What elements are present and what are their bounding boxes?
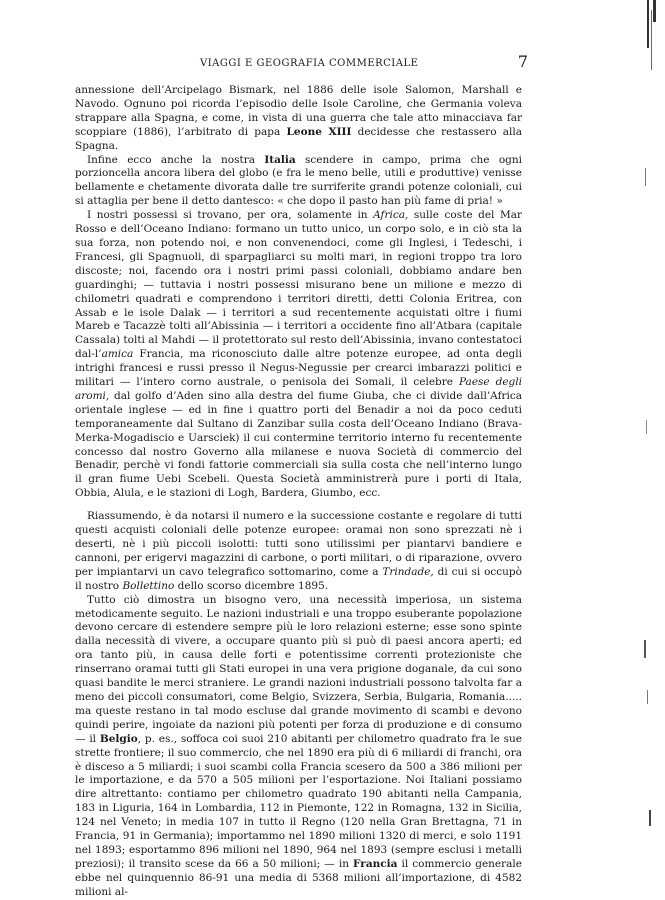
edge-mark (647, 690, 648, 704)
paragraph-3-paese-degli-aromi: Paese degli aromi, (75, 376, 522, 402)
paragraph-4-text-a: Riassumendo, è da notarsi il numero e la successione costante e regolare di tutti questi acquisti coloniali delle potenze europee: oramai non sono sprezzati nè i deserti, nè i più piccoli isolotti: tutti sono utilissimi per piantarvi bandiere e cannoni, per erigervi magazzini di carbone, o porti militari, o di riparazione, ovvero per impiantarvi un cavo telegrafico sottomarino, come a (75, 510, 522, 578)
edge-mark (646, 420, 647, 434)
paragraph-4-bollettino: Bollettino (122, 579, 175, 592)
paragraph-3-text-c: Francia, ma riconosciuto dalle altre potenze europee, ad onta degli intrighi francesi e russi presso il Negus-Negussie per crearci imbarazzi politici e militari — l’intero corno australe, o penisola dei Somali, il celebre (75, 348, 522, 389)
paragraph-4-text-b: di cui si occupò il nostro (75, 565, 522, 592)
edge-mark (649, 810, 651, 826)
edge-mark (647, 0, 649, 48)
paragraph-2-text-b: scendere in campo, prima che ogni porzioncella ancora libera del globo (e fra le meno belle, utili e produttive) venisse bellamente e chetamente divorata dalle tre surriferite grandi potenze coloniali, cui si attaglia per bene il detto dantesco: « che dopo il pasto han più fame di pria! » (75, 153, 523, 208)
paragraph-1-text-a: annessione dell’Arcipelago Bismark, nel 1886 delle isole Salomon, Marshall e Navodo. Ognuno poi ricorda l’episodio delle Isole Caroline, che Germania voleva strappare alla Spagna, e come, in vista di una guerra che tale atto minacciava far scoppiare (1886), l’arbitrato di papa (75, 84, 522, 138)
edge-mark (645, 168, 646, 186)
paragraph-5-text-c: il commercio generale ebbe nel quinquennio 86-91 una media di 5368 milioni all’importazione, di 4582 milioni al- (75, 857, 522, 898)
paragraph-3-text-a: I nostri possessi si trovano, per ora, solamente in (87, 209, 374, 222)
paragraph-4 (75, 510, 522, 593)
paragraph-gap (75, 501, 522, 510)
paragraph-3-text-d: dal golfo d’Aden sino alla destra del fiume Giuba, che ci divide dall’Africa orientale inglese — ed in fine i quattro porti del Benadir a noi da poco ceduti temporaneamente dal Sultano di Zanzibar sulla costa dell’Oceano Indiano (Brava-Merka-Mogadiscio e Uarsciek) il cui contermine territorio interno fu recentemente concesso dal nostro Governo alla milanese e nuova Società di commercio del Benadir, perchè vi fondi fattorie commerciali sia sulla costa che nell’interno lungo il gran fiume Uebi Scebeli. Questa Società amministrerà pure i porti di Itala, Obbia, Alula, e le stazioni di Logh, Bardera, Giumbo, ecc. (75, 389, 522, 500)
edge-mark (651, 10, 652, 70)
paragraph-5 (75, 594, 522, 900)
paragraph-4-trindade: Trindade, (382, 565, 434, 578)
paragraph-2 (75, 154, 522, 210)
paragraph-1-text-b: decidesse che restassero alla Spagna. (75, 125, 523, 152)
paragraph-5-francia: Francia (353, 857, 398, 870)
paragraph-2-italia: Italia (264, 153, 296, 166)
page-edge-scan-marks (625, 0, 665, 900)
header-title: VIAGGI E GEOGRAFIA COMMERCIALE (200, 58, 419, 69)
edge-mark (653, 0, 656, 22)
paragraph-5-text-b: , p. es., soffoca coi suoi 210 abitanti per chilometro quadrato fra le sue strette frontiere; il suo commercio, che nel 1890 era più di 6 miliardi di franchi, ora è disceso a 5 miliardi; i suoi scambi colla Francia scesero da 500 a 386 milioni per le importazione, e da 570 a 505 milioni per l’esportazione. Noi Italiani possiamo dire altrettanto: contiamo per chilometro quadrato 190 abitanti nella Campania, 183 in Liguria, 164 in Lombardia, 112 in Piemonte, 122 in Romagna, 132 in Sicilia, 124 nel Veneto; in media 107 in tutto il Regno (120 nella Gran Brettagna, 71 in Francia, 91 in Germania); importammo nel 1890 milioni 1320 di merci, e solo 1191 nel 1893; esportammo 896 milioni nel 1890, 964 nel 1893 (sempre esclusi i metalli preziosi); il transito scese da 66 a 50 milioni; — in (75, 732, 522, 870)
page-number: 7 (517, 52, 528, 71)
paragraph-1 (75, 84, 522, 154)
running-header (70, 52, 528, 74)
paragraph-3-text-b: sulle coste del Mar Rosso e dell’Oceano Indiano: formano un tutto unico, un corpo solo, e in ciò sta la sua forza, non potendo noi, e non convenendoci, come gli Inglesi, i Tedeschi, i Francesi, gli Spagnuoli, di sparpagliarci su molti mari, in regioni troppo tra loro discoste; noi, facendo ora i nostri primi passi coloniali, dobbiamo andare ben guardinghi; — tuttavia i nostri possessi misurano bene un milione e mezzo di chilometri quadrati e comprendono i territori diretti, detti Colonia Eritrea, con Assab e le isole Dalak — i territori a sud recentemente acquistati oltre i fiumi Mareb e Tacazzè tolti all’Abissinia — i territori a occidente fino all’Atbara (capitale Cassala) tolti al Mahdi — il protettorato sul resto dell’Abissinia, invano contestatoci dal-l’ (75, 209, 523, 361)
paragraph-2-text-a: Infine ecco anche la nostra (87, 153, 265, 166)
paragraph-5-belgio: Belgio (99, 732, 138, 745)
paragraph-5-text-a: Tutto ciò dimostra un bisogno vero, una necessità imperiosa, un sistema metodicamente seguito. Le nazioni industriali e una troppo esuberante popolazione devono cercare di estendere sempre più le loro relazioni esterne; esse sono spinte dalla necessità di vivere, a occupare quanto più si può di paesi ancora aperti; ed ora tanto più, in causa delle forti e potentissime correnti protezioniste che rinserrano oramai tutti gli Stati europei in una vera prigione doganale, da cui sono quasi bandite le merci straniere. Le grandi nazioni industriali possono talvolta far a meno dei piccoli consumatori, come Belgio, Svizzera, Serbia, Bulgaria, Romania..... ma queste restano in tal modo escluse dal grande movimento di scambi e devono quindi perire, ingoiate da nazioni più potenti per forza di produzione e di consumo — il (75, 593, 522, 745)
paragraph-3-africa: Africa, (373, 209, 409, 222)
edge-mark (644, 640, 646, 658)
paragraph-1-leone-xiii: Leone XIII (286, 125, 352, 138)
paragraph-3-amica: amica (101, 348, 134, 361)
body-text (75, 84, 522, 900)
paragraph-4-text-c: dello scorso dicembre 1895. (174, 579, 329, 592)
paragraph-3 (75, 209, 522, 501)
